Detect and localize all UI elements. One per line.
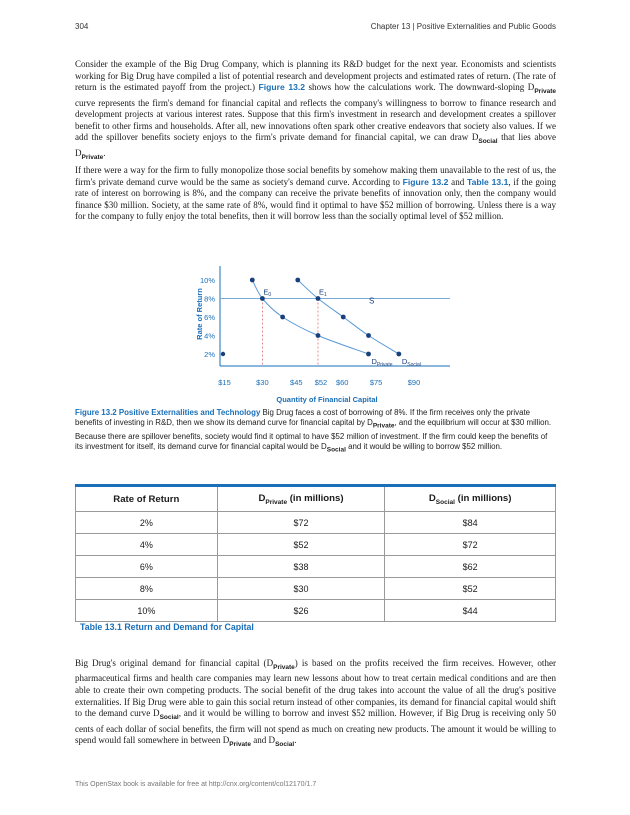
x-axis-title: Quantity of Financial Capital bbox=[276, 395, 378, 404]
text-run: and D bbox=[250, 735, 276, 746]
text-run: If there were a way for the firm to fully monopolize those social benefits by somehow making them unavailable to the rest of us, the firm's private demand curve would be the same as society's demand curve. According to bbox=[75, 165, 556, 187]
y-tick-label: 10% bbox=[199, 276, 215, 285]
table-cell: $72 bbox=[217, 512, 385, 534]
y-tick-label: 2% bbox=[204, 350, 215, 359]
figure-link[interactable]: Figure 13.2 bbox=[258, 82, 306, 93]
header-suffix: (in millions) bbox=[454, 492, 512, 504]
subscript: Social bbox=[159, 713, 179, 721]
table-cell: $30 bbox=[217, 578, 385, 600]
x-tick-label: $60 bbox=[335, 378, 349, 387]
rate-of-return-chart bbox=[180, 262, 470, 410]
table-header-row bbox=[76, 486, 556, 512]
y-axis-title: Rate of Return bbox=[195, 288, 204, 340]
table-cell: 10% bbox=[76, 600, 218, 622]
table-row bbox=[76, 578, 556, 600]
supply-label: S bbox=[369, 296, 375, 306]
data-point bbox=[280, 315, 285, 320]
text-run: Big Drug's original demand for financial capital (D bbox=[75, 658, 274, 668]
y-tick-label: 8% bbox=[204, 294, 215, 304]
subscript: Social bbox=[326, 447, 346, 455]
page-number: 304 bbox=[75, 22, 89, 31]
paragraph-social-benefit bbox=[75, 658, 556, 751]
table-cell: $52 bbox=[385, 578, 556, 600]
table-cell: $44 bbox=[385, 600, 556, 622]
text-run: Consider the example of the Big Drug Company, which is planning its R&D budget for the next year. Economists and scientists working for Big Drug have compiled a list of potential research and development projects and estimated rates of return. (The rate of return is the estimated payoff from the project.) bbox=[75, 59, 556, 93]
header-social bbox=[385, 486, 556, 512]
text-run: , and the equilibrium will occur at $30 million. Because there are spillover benefits, society would find it optimal to have $52 million of investment. If the firm could keep the benefits of its investment for itself, its demand curve for financial capital would be D bbox=[75, 418, 552, 452]
data-point bbox=[366, 352, 371, 357]
subscript: Social bbox=[275, 740, 295, 748]
figure-caption-title: Figure 13.2 Positive Externalities and Technology bbox=[75, 408, 261, 417]
y-tick-label: 6% bbox=[204, 313, 215, 322]
table-cell: $62 bbox=[385, 556, 556, 578]
x-tick-label: $45 bbox=[290, 378, 303, 387]
table-cell: 4% bbox=[76, 534, 218, 556]
subscript: Private bbox=[534, 87, 557, 95]
text-run: . bbox=[103, 147, 106, 158]
paragraph-monopolize bbox=[75, 165, 556, 223]
table-row bbox=[76, 512, 556, 534]
table-cell: $72 bbox=[385, 534, 556, 556]
data-point bbox=[250, 278, 255, 283]
text-run: curve represents the firm's demand for financial capital and reflects the company's willingness to borrow to finance research and development projects at various interest rates. Suppose that this firm's investment in research and development creates a spillover benefit to other firms and households. After all, new innovations often spark other creative endeavors that society also values. If we add the spillover benefits society enjoys to the firm's private demand for financial capital, we can draw D bbox=[75, 97, 556, 143]
x-tick-label: $52 bbox=[314, 378, 328, 387]
text-run: and bbox=[448, 176, 467, 187]
table-cell: 8% bbox=[76, 578, 218, 600]
data-point bbox=[316, 333, 321, 338]
x-tick-label: $75 bbox=[369, 378, 383, 387]
text-run: , and it would be willing to borrow and invest $52 million. However, if Big Drug is receiving only 50 cents of each dollar of social benefits, the firm will not spend as much on creating new products. The amount it would be willing to spend would fall somewhere in between D bbox=[75, 708, 556, 746]
curve-label: $D_{Private}$ bbox=[371, 357, 393, 368]
subscript: Social bbox=[478, 138, 498, 146]
curve-label: $D_{Social}$ bbox=[401, 357, 421, 368]
table-cell: $38 bbox=[217, 556, 385, 578]
table-cell: 2% bbox=[76, 512, 218, 534]
equilibrium-label: $E_0$ bbox=[263, 287, 272, 298]
chapter-title: Chapter 13 | Positive Externalities and Public Goods bbox=[370, 22, 556, 31]
text-run: , if the going rate of interest on borrowing is 8%, and the company can receive the private benefits of innovation only, then the company would finance $30 million. Society, at the same rate of 8%, would find it optimal to have $52 million of borrowing. Unless there is a way for the company to fully enjoy the total benefits, then it will borrow less than the socially optimal level of $52 million. bbox=[75, 176, 557, 222]
x-tick-label: $90 bbox=[407, 378, 421, 387]
page-footer: This OpenStax book is available for free at http://cnx.org/content/col12170/1.7 bbox=[75, 781, 317, 788]
x-tick-label: $15 bbox=[218, 378, 231, 387]
paragraph-intro bbox=[75, 59, 556, 163]
table-cell: $52 bbox=[217, 534, 385, 556]
table-row bbox=[76, 534, 556, 556]
figure-caption bbox=[75, 408, 556, 456]
data-point bbox=[221, 352, 225, 356]
data-point bbox=[260, 296, 265, 301]
text-run: ) is based on the profits received the firm receives. However, other pharmaceutical firms and health care companies may learn new lessons about how to treat certain medical conditions and are then able to create their own competing products. The social benefit of the drug takes into account the value of all the drug's positive externalities. If Big Drug were able to gain this social return instead of other companies, its demand for financial capital would shift to the demand curve D bbox=[75, 658, 556, 719]
figure-link[interactable]: Figure 13.2 bbox=[402, 176, 449, 187]
data-point bbox=[396, 352, 401, 357]
table-cell: 6% bbox=[76, 556, 218, 578]
equilibrium-label: $E_1$ bbox=[318, 287, 327, 298]
header-sub: Social bbox=[435, 498, 455, 506]
table-row bbox=[76, 600, 556, 622]
data-point bbox=[295, 278, 300, 283]
data-point bbox=[341, 315, 346, 320]
subscript: Private bbox=[81, 153, 104, 161]
data-point bbox=[366, 333, 371, 338]
text-run: that lies above D bbox=[75, 132, 557, 158]
text-run: Big Drug faces a cost of borrowing of 8%. If the firm receives only the private benefits of investing in R&D, then we show its demand curve for financial capital by D bbox=[75, 408, 531, 428]
table-cell: $84 bbox=[385, 512, 556, 534]
y-tick-label: 4% bbox=[204, 331, 215, 341]
header-text: D bbox=[258, 492, 266, 504]
subscript: Private bbox=[273, 663, 295, 671]
header-text: D bbox=[428, 492, 436, 504]
header-private bbox=[217, 486, 385, 512]
subscript: Private bbox=[229, 740, 251, 748]
text-run: . bbox=[294, 735, 297, 746]
table-link[interactable]: Table 13.1 bbox=[466, 176, 509, 187]
data-point bbox=[316, 296, 321, 301]
text-run: shows how the calculations work. The downward-sloping D bbox=[305, 82, 535, 93]
return-demand-table bbox=[75, 484, 556, 622]
demand-curve-social bbox=[298, 280, 399, 354]
table-cell: $26 bbox=[217, 600, 385, 622]
header-sub: Private bbox=[265, 498, 288, 506]
table-row bbox=[76, 556, 556, 578]
text-run: and it would be willing to borrow $52 million. bbox=[345, 442, 503, 452]
header-suffix: (in millions) bbox=[287, 492, 344, 504]
x-tick-label: $30 bbox=[256, 378, 269, 387]
header-text: Rate of Return bbox=[113, 493, 180, 505]
subscript: Private bbox=[372, 422, 395, 430]
header-rate bbox=[76, 486, 218, 512]
table-caption: Table 13.1 Return and Demand for Capital bbox=[80, 622, 254, 632]
